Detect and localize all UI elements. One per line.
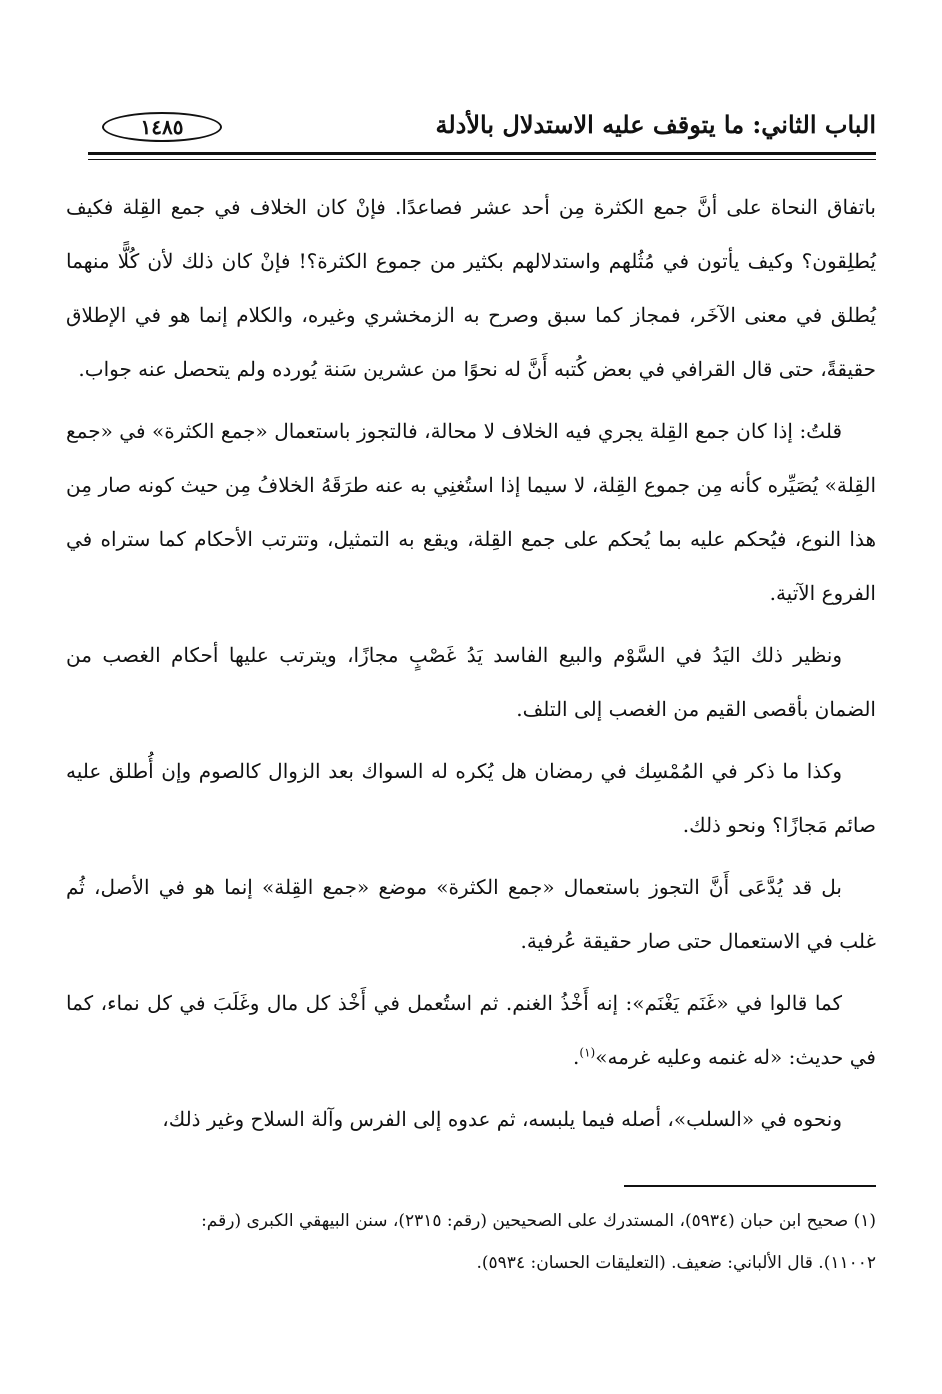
paragraph-6-end: . <box>573 1045 580 1069</box>
paragraph-4: وكذا ما ذكر في المُمْسِك في رمضان هل يُكره له السواك بعد الزوال كالصوم وإن أُطلق عليه صائم مَجازًا؟ ونحو ذلك. <box>66 759 876 837</box>
paragraph-7: ونحوه في «السلب»، أصله فيما يلبسه، ثم عدوه إلى الفرس وآلة السلاح وغير ذلك، <box>162 1107 842 1131</box>
page-header <box>88 104 876 150</box>
header-rule-thick <box>88 152 876 155</box>
footnote-reference: (١) <box>579 1045 596 1060</box>
footnote-separator <box>624 1185 876 1187</box>
footnote-1-line-1: (١) صحيح ابن حبان (٥٩٣٤)، المستدرك على الصحيحين (رقم: ٢٣١٥)، سنن البيهقي الكبرى (رقم: <box>201 1211 876 1231</box>
main-text <box>66 180 876 1154</box>
paragraph-3: ونظير ذلك اليَدُ في السَّوْم والبيع الفاسد يَدُ غَصْبٍ مجازًا، ويترتب عليها أحكام الغصب من الضمان بأقصى القيم من الغصب إلى التلف. <box>66 643 876 721</box>
paragraph-2: قلتُ: إذا كان جمع القِلة يجري فيه الخلاف لا محالة، فالتجوز باستعمال «جمع الكثرة» في «جمع القِلة» يُصَيِّره كأنه مِن جموع القِلة، لا سيما إذا استُغنِي به عنه طرَقَهُ الخلافُ مِن حيث كونه صار مِن هذا النوع، فيُحكم عليه بما يُحكم على جمع القِلة، ويقع به التمثيل، وتترتب الأحكام كما ستراه في الفروع الآتية. <box>66 419 876 605</box>
chapter-title: الباب الثاني: ما يتوقف عليه الاستدلال بالأدلة <box>435 110 876 139</box>
header-rule-thin <box>88 159 876 160</box>
paragraph-5: بل قد يُدَّعَى أَنَّ التجوز باستعمال «جمع الكثرة» موضع «جمع القِلة» إنما هو في الأصل، ثُم غلب في الاستعمال حتى صار حقيقة عُرفية. <box>66 875 876 953</box>
paragraph-6 <box>66 976 876 1084</box>
paragraph-6-text: كما قالوا في «غَنَم يَغْنَم»: إنه أَخْذُ الغنم. ثم استُعمل في أَخْذ كل مال وغَلَبَ في كل نماء، كما في حديث: «له غنمه وعليه غرمه» <box>66 991 876 1069</box>
footnote-1-line-2: ١١٠٠٢). قال الألباني: ضعيف. (التعليقات الحسان: ٥٩٣٤). <box>476 1253 876 1273</box>
page-number-badge: ١٤٨٥ <box>102 112 222 142</box>
paragraph-1: باتفاق النحاة على أنَّ جمع الكثرة مِن أحد عشر فصاعدًا. فإنْ كان الخلاف في جمع القِلة فكيف يُطلِقون؟ وكيف يأتون في مُثُلهم واستدلالهم بكثير من جموع الكثرة؟! فإنْ كان ذلك لأن كُلًّا منهما يُطلق في معنى الآخَر، فمجاز كما سبق وصرح به الزمخشري وغيره، والكلام إنما هو في الإطلاق حقيقةً، حتى قال القرافي في بعض كُتبه أَنَّ له نحوًا من عشرين سَنة يُورده ولم يتحصل عنه جواب. <box>66 195 876 381</box>
footnotes <box>66 1200 876 1284</box>
